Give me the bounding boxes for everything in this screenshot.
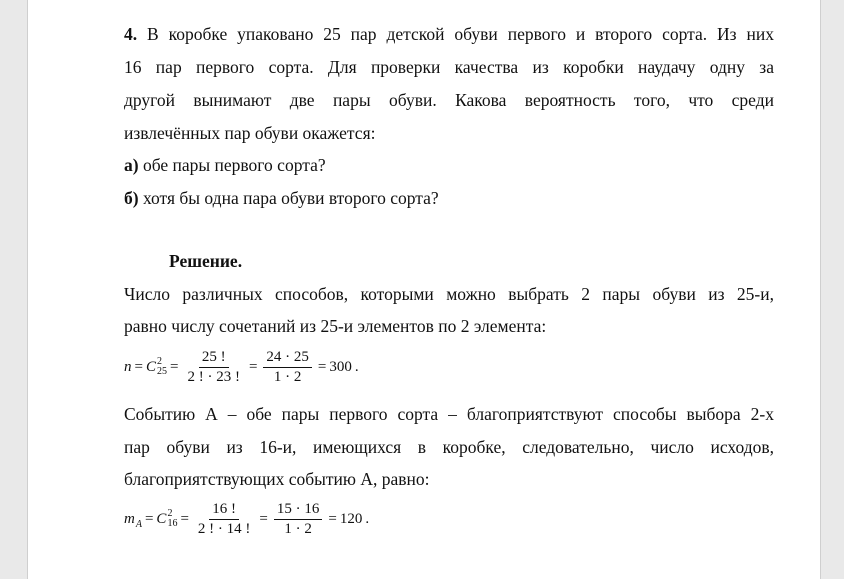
problem-number: 4. (124, 24, 138, 44)
formula1-eq-4: = (317, 358, 327, 375)
formula1-dot: . (354, 358, 359, 375)
formula2-result: 120 (339, 510, 363, 527)
formula1-binom (157, 357, 167, 377)
formula2-fraction-2 (274, 502, 323, 537)
solution-heading-text: Решение. (169, 251, 243, 271)
problem-line-4: извлечённых пар обуви окажется: (124, 123, 376, 143)
formula-combinations-16-2 (124, 502, 369, 536)
part-a-label: а) (124, 155, 139, 175)
problem-line-2: 16 пар первого сорта. Для проверки качества из коробки наудачу одну за (124, 57, 774, 77)
formula1-frac2-num: 24 · 25 (263, 350, 312, 368)
formula2-lhs-sub: A (135, 518, 142, 530)
solution-p2-line-2: пар обуви из 16-и, имеющихся в коробке, следовательно, число исходов, (124, 437, 774, 457)
formula2-eq-3: = (259, 510, 268, 527)
formula1-result: 300 (329, 358, 352, 375)
formula2-eq-1: = (144, 510, 154, 527)
problem-part-a (124, 149, 774, 181)
formula2-eq-2: = (180, 510, 189, 527)
formula2-dot: . (365, 510, 370, 527)
formula2-frac1-den: 2 ! · 14 ! (197, 520, 251, 537)
formula2-eq-4: = (328, 510, 337, 527)
formula1-frac1-den: 2 ! · 23 ! (187, 368, 240, 385)
formula1-C: C (145, 358, 156, 375)
solution-p2-line-3: благоприятствующих событию А, равно: (124, 469, 430, 489)
formula1-frac2-den: 1 · 2 (273, 368, 302, 385)
solution-heading (169, 245, 819, 277)
formula1-fraction-1 (184, 350, 243, 385)
formula2-frac1-num: 16 ! (209, 502, 239, 520)
formula2-C: C (156, 510, 167, 527)
formula1-eq-3: = (248, 358, 258, 375)
document-page (27, 0, 821, 579)
problem-line-3: другой вынимают две пары обуви. Какова вероятность того, что среди (124, 90, 774, 110)
part-a-text: обе пары первого сорта? (138, 155, 326, 175)
formula2-frac2-den: 1 · 2 (284, 520, 312, 537)
formula1-frac1-num: 25 ! (199, 350, 229, 368)
solution-p2-line-1: Событию А – обе пары первого сорта – благоприятствуют способы выбора 2-х (124, 404, 774, 424)
formula1-k: 2 (156, 356, 162, 367)
solution-p1-line-1: Число различных способов, которыми можно выбрать 2 пары обуви из 25-и, (124, 284, 774, 304)
solution-p1-line-2: равно числу сочетаний из 25-и элементов по 2 элемента: (124, 316, 547, 336)
formula1-n: 25 (156, 366, 167, 377)
formula2-k: 2 (167, 508, 173, 519)
formula2-binom (167, 509, 177, 529)
formula2-frac2-num: 15 · 16 (274, 502, 323, 520)
problem-line-1 (124, 18, 774, 50)
part-b-text: хотя бы одна пара обуви второго сорта? (138, 188, 439, 208)
formula1-eq-1: = (134, 358, 143, 375)
formula1-eq-2: = (169, 358, 179, 375)
problem-text-1: В коробке упаковано 25 пар детской обуви первого и второго сорта. Из них (147, 24, 774, 44)
problem-part-b (124, 182, 774, 214)
formula2-lhs: m (124, 510, 135, 527)
formula2-fraction-1 (195, 502, 254, 537)
formula2-n: 16 (167, 518, 178, 529)
formula1-lhs: n (124, 358, 132, 375)
formula-combinations-25-2 (124, 350, 359, 384)
part-b-label: б) (124, 188, 139, 208)
formula1-fraction-2 (263, 350, 312, 385)
